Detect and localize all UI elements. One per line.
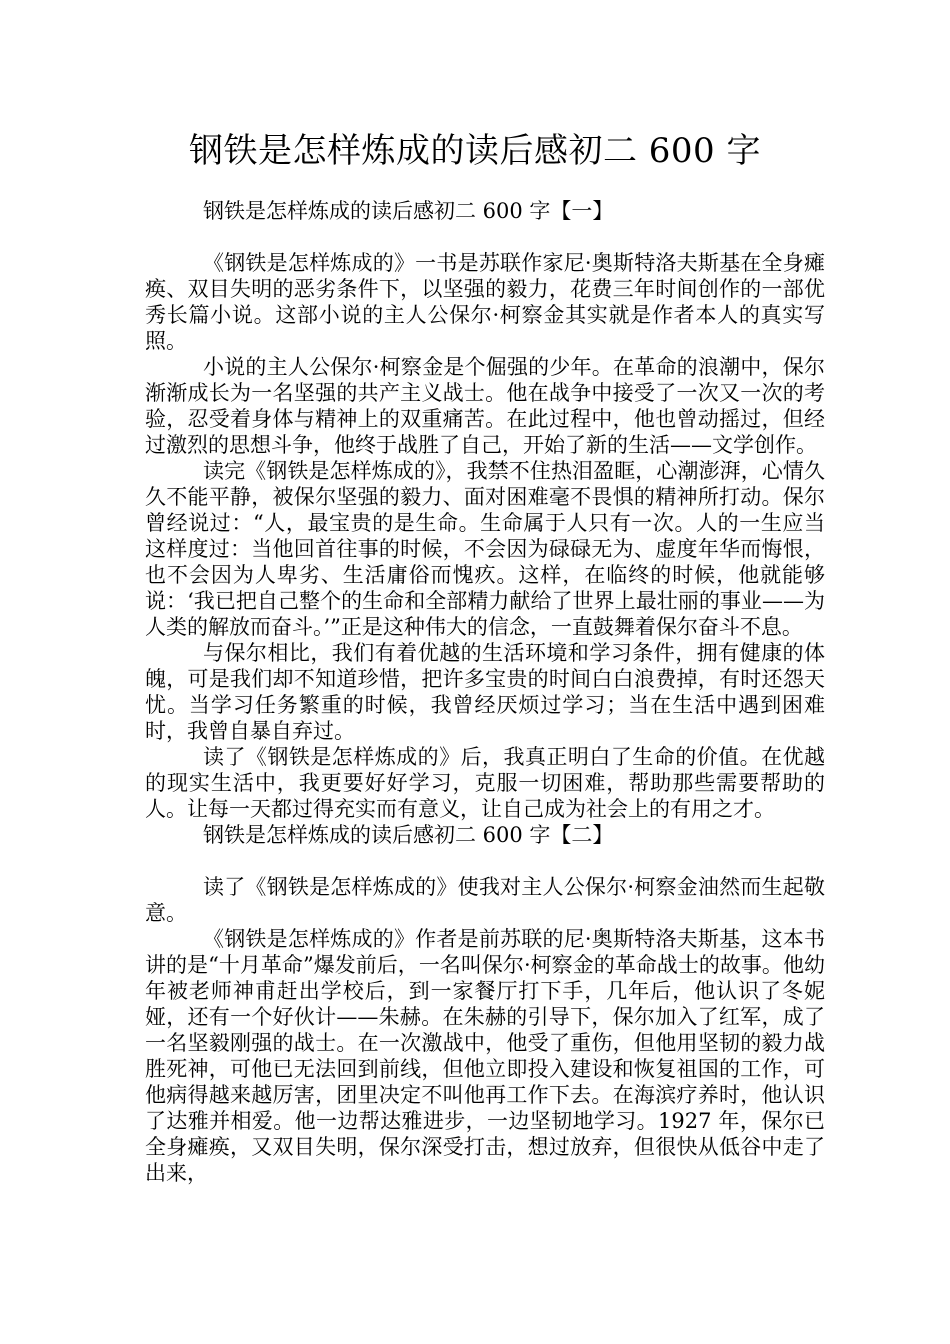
section-heading-2: 钢铁是怎样炼成的读后感初二 600 字【二】	[203, 823, 614, 847]
paragraph: 小说的主人公保尔·柯察金是个倔强的少年。在革命的浪潮中，保尔渐渐成长为一名坚强的共产主义战士。他在战争中接受了一次又一次的考验，忍受着身体与精神上的双重痛苦。在此过程中，他也曾动摇过，但经过激烈的思想斗争，他终于战胜了自己，开始了新的生活——文学创作。	[145, 355, 825, 457]
document-body	[145, 198, 825, 1186]
paragraph: 《钢铁是怎样炼成的》一书是苏联作家尼·奥斯特洛夫斯基在全身瘫痪、双目失明的恶劣条件下，以坚强的毅力，花费三年时间创作的一部优秀长篇小说。这部小说的主人公保尔·柯察金其实就是作者本人的真实写照。	[145, 251, 825, 353]
paragraph: 读了《钢铁是怎样炼成的》使我对主人公保尔·柯察金油然而生起敬意。	[145, 875, 825, 925]
paragraph: 《钢铁是怎样炼成的》作者是前苏联的尼·奥斯特洛夫斯基，这本书讲的是“十月革命”爆发前后，一名叫保尔·柯察金的革命战士的故事。他幼年被老师神甫赶出学校后，到一家餐厅打下手，几年后，他认识了冬妮娅，还有一个好伙计——朱赫。在朱赫的引导下，保尔加入了红军，成了一名坚毅刚强的战士。在一次激战中，他受了重伤，但他用坚韧的毅力战胜死神，可他已无法回到前线，但他立即投入建设和恢复祖国的工作，可他病得越来越厉害，团里决定不叫他再工作下去。在海滨疗养时，他认识了达雅并相爱。他一边帮达雅进步，一边坚韧地学习。1927 年，保尔已全身瘫痪，又双目失明，保尔深受打击，想过放弃，但很快从低谷中走了出来，	[145, 927, 825, 1185]
page-title: 钢铁是怎样炼成的读后感初二 600 字	[188, 131, 761, 171]
section-heading-1: 钢铁是怎样炼成的读后感初二 600 字【一】	[203, 199, 614, 223]
paragraph: 与保尔相比，我们有着优越的生活环境和学习条件，拥有健康的体魄，可是我们却不知道珍惜，把许多宝贵的时间白白浪费掉，有时还怨天忧。当学习任务繁重的时候，我曾经厌烦过学习；当在生活中遇到困难时，我曾自暴自弃过。	[145, 641, 825, 743]
paragraph: 读了《钢铁是怎样炼成的》后，我真正明白了生命的价值。在优越的现实生活中，我更要好好学习，克服一切困难，帮助那些需要帮助的人。让每一天都过得充实而有意义，让自己成为社会上的有用之才。	[145, 745, 825, 821]
paragraph: 读完《钢铁是怎样炼成的》，我禁不住热泪盈眶，心潮澎湃，心情久久不能平静，被保尔坚强的毅力、面对困难毫不畏惧的精神所打动。保尔曾经说过：“人，最宝贵的是生命。生命属于人只有一次。人的一生应当这样度过：当他回首往事的时候，不会因为碌碌无为、虚度年华而悔恨，也不会因为人卑劣、生活庸俗而愧疚。这样，在临终的时候，他就能够说：‘我已把自己整个的生命和全部精力献给了世界上最壮丽的事业——为人类的解放而奋斗。’”正是这种伟大的信念，一直鼓舞着保尔奋斗不息。	[145, 459, 825, 639]
